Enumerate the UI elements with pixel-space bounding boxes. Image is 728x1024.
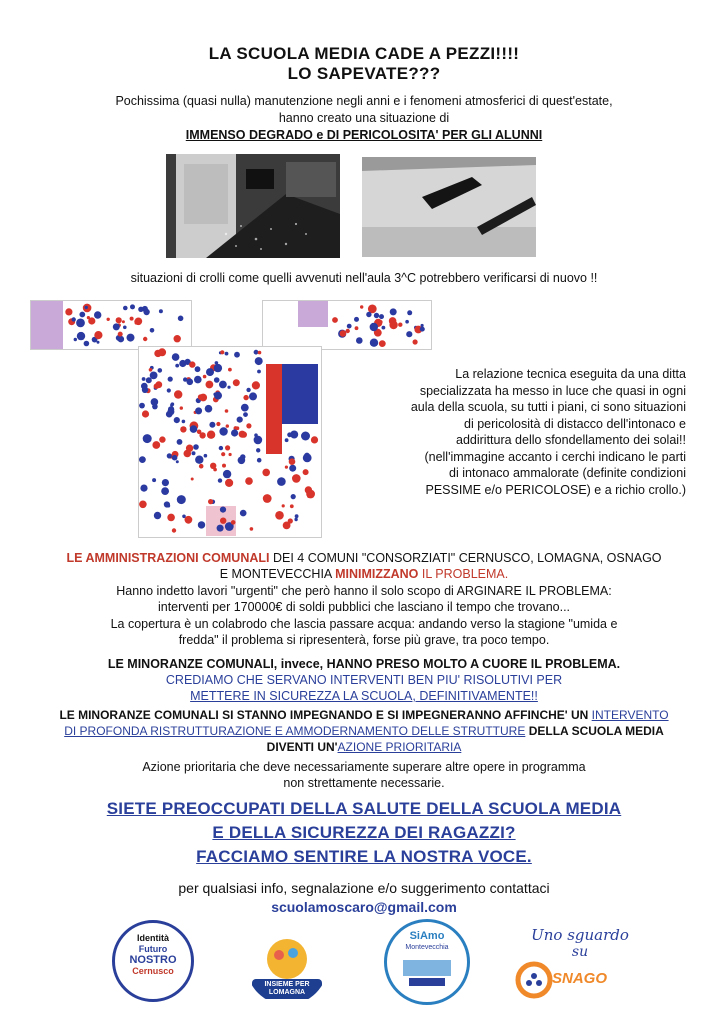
damage-marker — [167, 388, 171, 392]
damage-marker — [149, 368, 153, 372]
damage-marker — [197, 430, 202, 435]
damage-marker — [172, 353, 180, 361]
damage-marker — [174, 390, 182, 398]
damage-marker — [254, 350, 259, 355]
priority-line2: non strettamente necessarie. — [283, 776, 445, 790]
intro-emphasis: IMMENSO DEGRADO e DI PERICOLOSITA' PER GLI ALUNNI — [185, 128, 543, 142]
damage-marker — [130, 304, 135, 309]
admin-line2 — [0, 567, 728, 581]
damage-marker — [311, 436, 318, 443]
damage-marker — [174, 417, 180, 423]
damage-marker — [277, 477, 286, 486]
damage-marker — [379, 314, 384, 319]
damage-marker — [152, 441, 160, 449]
damage-marker — [229, 453, 232, 456]
damage-marker — [405, 320, 409, 324]
damage-marker — [192, 451, 196, 455]
damage-marker — [225, 479, 233, 487]
damage-marker — [161, 487, 169, 495]
damage-marker — [79, 312, 85, 318]
damage-marker — [243, 395, 248, 400]
damage-marker — [250, 527, 254, 531]
damage-marker — [122, 320, 125, 323]
damage-marker — [231, 520, 236, 525]
cta-line1: SIETE PREOCCUPATI DELLA SALUTE DELLA SCUOLA MEDIA — [106, 799, 622, 818]
damage-marker — [237, 417, 243, 423]
damage-marker — [254, 433, 258, 437]
page-title-line2: LO SAPEVATE??? — [287, 64, 441, 83]
damage-marker — [94, 311, 101, 318]
damage-marker — [234, 352, 240, 358]
damage-marker — [199, 464, 204, 469]
damage-marker — [226, 424, 229, 427]
damage-marker — [138, 307, 143, 312]
page-title-line1: LA SCUOLA MEDIA CADE A PEZZI!!!! — [208, 44, 520, 63]
logo2-text: INSIEME PER LOMAGNA — [264, 981, 310, 996]
damage-marker — [130, 317, 134, 321]
logo1-text3: NOSTRO — [129, 954, 177, 966]
damage-marker — [189, 361, 195, 367]
logo3-text2: Montevecchia — [405, 944, 449, 951]
damage-marker — [217, 525, 224, 532]
damage-marker — [262, 469, 270, 477]
damage-marker — [187, 379, 194, 386]
logo4-text2: su — [571, 944, 589, 960]
damage-marker — [282, 504, 285, 507]
damage-marker — [195, 366, 201, 372]
damage-marker — [154, 512, 161, 519]
damage-marker — [72, 317, 76, 321]
damage-marker — [77, 332, 85, 340]
intro-line2: hanno creato una situazione di — [278, 111, 450, 125]
damage-marker — [182, 420, 186, 424]
paragraph-line: La copertura è un colabrodo che lascia passare acqua: andando verso la stagione "umida e — [110, 617, 618, 631]
damage-marker — [222, 464, 226, 468]
minorities-line3: METTERE IN SICUREZZA LA SCUOLA, DEFINITIVAMENTE!! — [190, 689, 538, 703]
damage-marker — [210, 463, 216, 469]
damage-marker — [255, 357, 263, 365]
damage-marker — [206, 381, 214, 389]
damage-marker — [177, 495, 186, 504]
damage-marker — [172, 455, 178, 461]
damage-marker — [65, 308, 72, 315]
damage-marker — [206, 368, 214, 376]
paragraph-line: interventi per 170000€ di soldi pubblici che lasciano il tempo che trovano... — [157, 600, 571, 614]
damage-marker — [374, 313, 379, 318]
damage-marker — [208, 499, 213, 504]
damage-marker — [203, 375, 207, 379]
commit-black3: DIVENTI UN' — [266, 740, 338, 754]
damage-marker — [185, 516, 193, 524]
damage-marker — [116, 317, 122, 323]
damage-marker — [246, 423, 251, 428]
damage-marker — [167, 504, 171, 508]
description-line: La relazione tecnica eseguita da una ditta — [455, 367, 686, 381]
damage-marker — [355, 326, 359, 330]
intro-line1: Pochissima (quasi nulla) manutenzione negli anni e i fenomeni atmosferici di quest'estate, — [115, 94, 613, 108]
damage-marker — [382, 326, 386, 330]
damage-marker — [228, 368, 232, 372]
description-line: di pericolosità di distacco dell'intonaco e — [464, 416, 686, 431]
damage-marker — [167, 514, 175, 522]
damage-marker — [76, 319, 85, 328]
damage-marker — [74, 338, 77, 341]
damage-marker — [123, 326, 127, 330]
paragraph-line: fredda" il problema si ripresenterà, forse più grave, tra poco tempo. — [178, 633, 550, 647]
classroom-photo-image — [166, 154, 340, 258]
damage-marker — [142, 387, 148, 393]
damage-marker — [180, 426, 186, 432]
damage-marker — [159, 309, 163, 313]
description-line: aula della scuola, su tutti i piani, ci sono situazioni — [410, 400, 686, 414]
damage-marker — [178, 316, 184, 322]
damage-marker — [256, 448, 260, 452]
damage-marker — [413, 339, 418, 344]
damage-marker — [283, 522, 291, 530]
damage-marker — [198, 394, 204, 400]
damage-marker — [209, 422, 215, 428]
damage-marker — [172, 528, 176, 532]
logo-uno-sguardo — [508, 924, 648, 1004]
damage-marker — [289, 465, 296, 472]
logo1-text4: Cernusco — [132, 966, 174, 976]
damage-marker — [195, 407, 202, 414]
damage-marker — [332, 317, 338, 323]
logo4-text1: Uno sguardo — [531, 926, 629, 944]
damage-marker — [379, 340, 386, 347]
description-line: addirittura dello sfondellamento dei solai!! — [456, 433, 686, 447]
damage-marker — [219, 427, 227, 435]
damage-marker — [204, 454, 208, 458]
damage-marker — [257, 458, 262, 463]
floor-plan-description — [344, 366, 686, 498]
damage-marker — [275, 511, 284, 520]
damage-marker — [294, 518, 297, 521]
damage-marker — [195, 456, 203, 464]
damage-marker — [307, 495, 310, 498]
damage-marker — [225, 445, 230, 450]
damage-marker — [285, 438, 289, 442]
damage-marker — [94, 331, 102, 339]
damage-marker — [118, 336, 125, 343]
ceiling-photo — [362, 157, 536, 257]
damage-marker — [239, 431, 246, 438]
damage-marker — [167, 453, 172, 458]
damage-marker — [123, 306, 128, 311]
damage-marker — [340, 330, 347, 337]
damage-marker — [139, 501, 147, 509]
damage-marker — [347, 324, 352, 329]
minorities-line1: LE MINORANZE COMUNALI, invece, HANNO PRESO MOLTO A CUORE IL PROBLEMA. — [107, 657, 621, 671]
damage-marker — [118, 332, 123, 337]
damage-marker — [246, 388, 250, 392]
damage-marker — [214, 377, 220, 383]
damage-marker — [190, 425, 198, 433]
logo-insieme-lomagna — [246, 923, 328, 1005]
damage-marker — [258, 351, 262, 355]
admin-label: LE AMMINISTRAZIONI COMUNALI — [66, 551, 270, 565]
damage-marker — [194, 376, 202, 384]
damage-marker — [97, 341, 100, 344]
damage-marker — [370, 339, 378, 347]
damage-marker — [304, 453, 310, 459]
damage-marker — [218, 478, 222, 482]
damage-marker — [152, 478, 156, 482]
damage-marker — [390, 308, 397, 315]
damage-marker — [170, 403, 173, 406]
logo4-circle-icon — [514, 960, 554, 1000]
damage-marker — [193, 444, 199, 450]
damage-marker — [142, 377, 146, 381]
damage-marker — [356, 337, 363, 344]
damage-marker — [158, 368, 163, 373]
admin-line2-start: E MONTEVECCHIA — [219, 567, 332, 581]
admin-minimize: MINIMIZZANO — [335, 567, 419, 581]
damage-marker — [215, 366, 218, 369]
damage-marker — [143, 309, 149, 315]
damage-marker — [354, 317, 359, 322]
damage-marker — [107, 318, 110, 321]
damage-marker — [407, 310, 412, 315]
damage-marker — [220, 350, 224, 354]
damage-marker — [236, 426, 240, 430]
damage-marker — [205, 405, 213, 413]
damage-marker — [219, 381, 227, 389]
damage-marker — [214, 392, 222, 400]
damage-marker — [301, 432, 310, 441]
damage-marker — [240, 510, 247, 517]
priority-line1: Azione prioritaria che deve necessariamente superare altre opere in programma — [142, 760, 586, 774]
damage-marker — [150, 372, 158, 380]
commit-black: LE MINORANZE COMUNALI SI STANNO IMPEGNANDO E SI IMPEGNERANNO AFFINCHE' UN — [59, 708, 589, 722]
damage-marker — [207, 431, 215, 439]
damage-marker — [257, 370, 261, 374]
damage-marker — [167, 408, 174, 415]
damage-marker — [406, 331, 412, 337]
commit-line2 — [0, 724, 728, 738]
classroom-photo — [166, 154, 340, 258]
damage-marker — [249, 392, 257, 400]
damage-marker — [254, 436, 263, 445]
damage-marker — [175, 364, 179, 368]
damage-marker — [346, 329, 350, 333]
damage-marker — [225, 409, 229, 413]
description-line: di intonaco ammalorate (definite condizioni — [449, 466, 686, 480]
damage-marker — [370, 323, 378, 331]
damage-marker — [85, 306, 88, 309]
damage-marker — [143, 434, 152, 443]
damage-marker — [168, 377, 173, 382]
damage-marker — [162, 479, 169, 486]
damage-marker — [389, 317, 397, 325]
commit-blue1: INTERVENTO — [591, 708, 669, 722]
admin-line1 — [0, 551, 728, 565]
damage-marker — [142, 410, 149, 417]
damage-marker — [220, 518, 226, 524]
logo1-text1: Identità — [136, 933, 169, 943]
damage-marker — [360, 305, 363, 308]
damage-marker — [159, 436, 165, 442]
damage-marker — [290, 504, 294, 508]
damage-marker — [151, 398, 159, 406]
damage-marker — [287, 432, 292, 437]
damage-marker — [240, 454, 245, 459]
damage-marker — [219, 446, 223, 450]
damage-marker — [176, 460, 179, 463]
damage-marker — [135, 321, 139, 325]
minorities-line2: CREDIAMO CHE SERVANO INTERVENTI BEN PIU' RISOLUTIVI PER — [165, 673, 563, 687]
damage-marker — [398, 323, 402, 327]
damage-marker — [216, 422, 220, 426]
description-line: PESSIME e/o PERICOLOSE) e a richio crollo.) — [425, 482, 686, 497]
damage-marker — [231, 429, 238, 436]
damage-marker — [155, 381, 162, 388]
commit-blue3: AZIONE PRIORITARIA — [337, 740, 462, 754]
logo3-graphic — [387, 922, 467, 1002]
damage-marker — [150, 328, 155, 333]
damage-marker — [233, 379, 240, 386]
admin-rest: DEI 4 COMUNI "CONSORZIATI" CERNUSCO, LOMAGNA, OSNAGO — [272, 551, 662, 565]
cta-line3: FACCIAMO SENTIRE LA NOSTRA VOCE. — [196, 847, 532, 866]
damage-marker — [186, 445, 193, 452]
damage-marker — [180, 406, 183, 409]
damage-marker — [223, 470, 231, 478]
damage-marker — [127, 334, 135, 342]
damage-marker — [420, 327, 425, 332]
commit-black2: DELLA SCUOLA MEDIA — [528, 724, 664, 738]
description-line: specializzata ha messo in luce che quasi in ogni — [419, 383, 686, 398]
damage-marker — [285, 466, 288, 469]
damage-marker — [263, 494, 272, 503]
damage-marker — [198, 521, 205, 528]
damage-marker — [221, 452, 225, 456]
damage-marker — [139, 403, 145, 409]
photos-caption: situazioni di crolli come quelli avvenuti nell'aula 3^C potrebbero verificarsi di nuovo !! — [130, 271, 598, 285]
damage-marker — [139, 456, 146, 463]
logo1-text2: Futuro — [138, 944, 168, 954]
commit-line1 — [0, 708, 728, 722]
damage-marker — [179, 360, 186, 367]
damage-marker — [154, 350, 161, 357]
damage-marker — [303, 469, 309, 475]
damage-marker — [140, 485, 147, 492]
damage-marker — [113, 323, 120, 330]
damage-marker — [87, 316, 90, 319]
damage-marker — [225, 352, 229, 356]
cta-line2: E DELLA SICUREZZA DEI RAGAZZI? — [212, 823, 516, 842]
logo-identita-futuro — [112, 920, 194, 1002]
damage-marker — [252, 381, 260, 389]
logo-siamo-montevecchia — [384, 919, 470, 1005]
commit-blue2: DI PROFONDA RISTRUTTURAZIONE E AMMODERNAMENTO DELLE STRUTTURE — [64, 724, 526, 738]
ceiling-photo-image — [362, 157, 536, 257]
description-line: (nell'immagine accanto i cerchi indicano le parti — [424, 449, 686, 464]
logo3-text1: SiAmo — [409, 930, 445, 942]
damage-marker — [177, 439, 183, 445]
damage-marker — [227, 386, 230, 389]
damage-marker — [366, 312, 371, 317]
damage-marker — [245, 477, 253, 485]
damage-marker — [143, 337, 147, 341]
damage-marker — [289, 458, 296, 465]
commit-line3 — [0, 740, 728, 754]
damage-marker — [243, 412, 248, 417]
admin-problem: IL PROBLEMA. — [421, 567, 509, 581]
damage-marker — [191, 478, 194, 481]
damage-marker — [174, 335, 181, 342]
damage-marker — [292, 474, 301, 483]
paragraph-line: Hanno indetto lavori "urgenti" che però hanno il solo scopo di ARGINARE IL PROBLEMA: — [116, 584, 612, 598]
damage-marker — [220, 507, 226, 513]
contact-email[interactable]: scuolamoscaro@gmail.com — [271, 899, 457, 915]
damage-marker — [84, 341, 90, 347]
contact-text: per qualsiasi info, segnalazione e/o suggerimento contattaci — [178, 880, 550, 896]
damage-marker — [295, 514, 299, 518]
logo4-brand: SNAGO — [552, 970, 608, 987]
damage-marker — [241, 404, 249, 412]
damage-marker — [291, 494, 296, 499]
